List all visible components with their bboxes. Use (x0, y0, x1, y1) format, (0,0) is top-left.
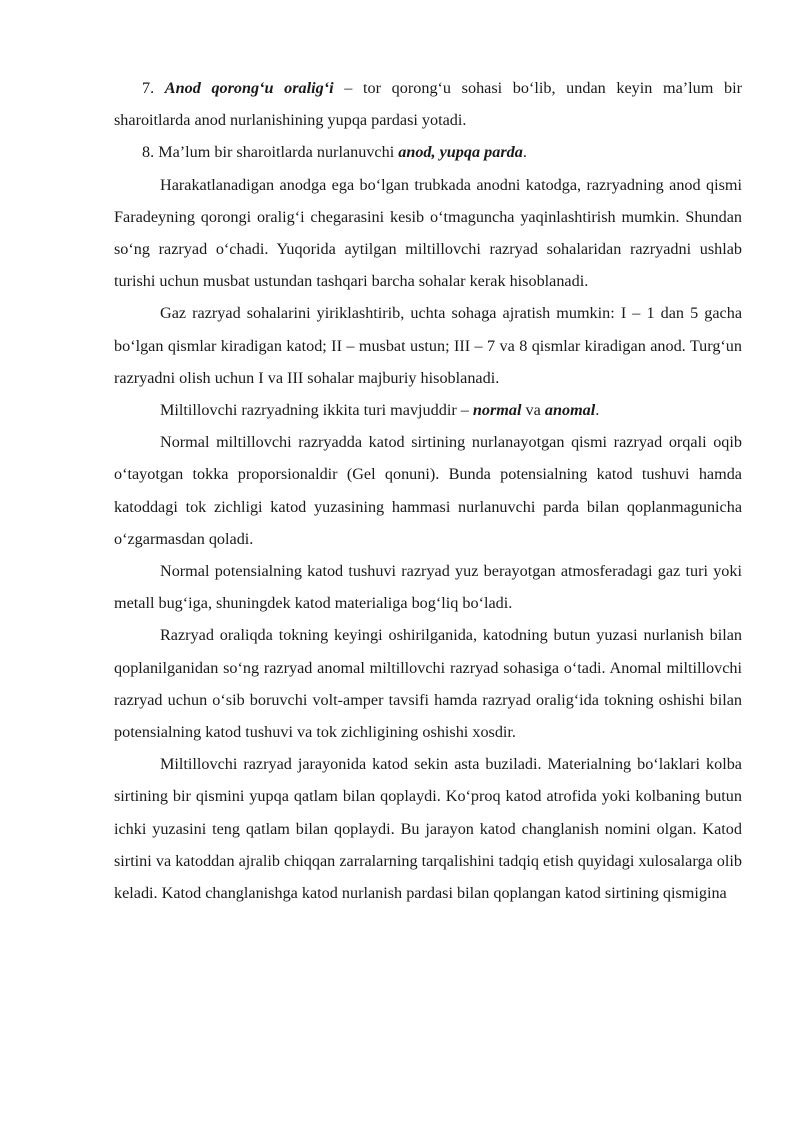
paragraph (114, 297, 742, 394)
paragraph-list-item-8 (114, 136, 742, 168)
body-text (114, 72, 742, 909)
paragraph-text: Harakatlanadigan anodga ega bo‘lgan trubkada anodni katodga, razryadning anod qismi Faradeyning qorongi oralig‘i chegarasini kesib o‘tmaguncha yaqinlashtirish mumkin. Shundan so‘ng razryad o‘chadi. Yuqorida aytilgan miltillovchi razryad sohalaridan razryadni ushlab turishi uchun musbat ustundan tashqari barcha sohalar kerak hisoblanadi. (114, 175, 742, 291)
term-anode-dark-space: Anod qorong‘u oralig‘i (164, 79, 334, 97)
term-normal: normal (472, 401, 522, 420)
term-anode-thin-film: anod, yupqa parda (398, 143, 523, 162)
paragraph-text: Normal miltillovchi razryadda katod sirtining nurlanayotgan qismi razryad orqali oqib o‘tayotgan tokka proporsionaldir (Gel qonuni). Bunda potensialning katod tushuvi hamda katoddagi tok zichligi katod yuzasining hammasi nurlanuvchi parda bilan qoplanmagunicha o‘zgarmasdan qoladi. (114, 433, 742, 548)
paragraph-text: Razryad oraliqda tokning keyingi oshirilganida, katodning butun yuzasi nurlanish bilan qoplanilganidan so‘ng razryad anomal miltillovchi razryad sohasiga o‘tadi. Anomal miltillovchi razryad uchun o‘sib boruvchi volt-amper tavsifi hamda razryad oralig‘ida tokning oshishi bilan potensialning katod tushuvi va tok zichligining oshishi xosdir. (114, 626, 742, 742)
paragraph-text: va (521, 401, 545, 420)
definition-text: – tor qorong‘u sohasi bo‘lib, undan keyin ma’lum bir sharoitlarda anod nurlanishining yupqa pardasi yotadi. (114, 79, 742, 130)
paragraph (114, 169, 742, 298)
paragraph-text: Gaz razryad sohalarini yiriklashtirib, uchta sohaga ajratish mumkin: I – 1 dan 5 gacha bo‘lgan qismlar kiradigan katod; II – musbat ustun; III – 7 va 8 qismlar kiradigan anod. Turg‘un razryadni olish uchun I va III sohalar majburiy hisoblanadi. (114, 304, 742, 387)
paragraph-text: Miltillovchi razryadning ikkita turi mavjuddir – (160, 401, 473, 420)
paragraph (114, 426, 742, 555)
paragraph-text: Miltillovchi razryad jarayonida katod sekin asta buziladi. Materialning bo‘laklari kolba sirtining bir qismini yupqa qatlam bilan qoplaydi. Ko‘proq katod atrofida yoki kolbaning butun ichki yuzasini teng qatlam bilan qoplaydi. Bu jarayon katod changlanish nomini olgan. Katod sirtini va katoddan ajralib chiqqan zarralarning tarqalishini tadqiq etish quyidagi xulosalarga olib keladi. Katod changlanishga katod nurlanish pardasi bilan qoplangan katod sirtining qismigina (114, 755, 742, 903)
list-number: 7. (142, 79, 165, 97)
term-anomal: anomal (544, 401, 596, 420)
punctuation: . (595, 401, 600, 420)
list-item-text: 8. Ma’lum bir sharoitlarda nurlanuvchi (142, 143, 399, 162)
paragraph-list-item-7 (114, 72, 742, 136)
paragraph (114, 394, 742, 426)
paragraph (114, 555, 742, 619)
paragraph (114, 748, 742, 909)
punctuation: . (522, 143, 527, 162)
paragraph-text: Normal potensialning katod tushuvi razryad yuz berayotgan atmosferadagi gaz turi yoki metall bug‘iga, shuningdek katod materialiga bog‘liq bo‘ladi. (114, 562, 742, 613)
paragraph (114, 619, 742, 748)
